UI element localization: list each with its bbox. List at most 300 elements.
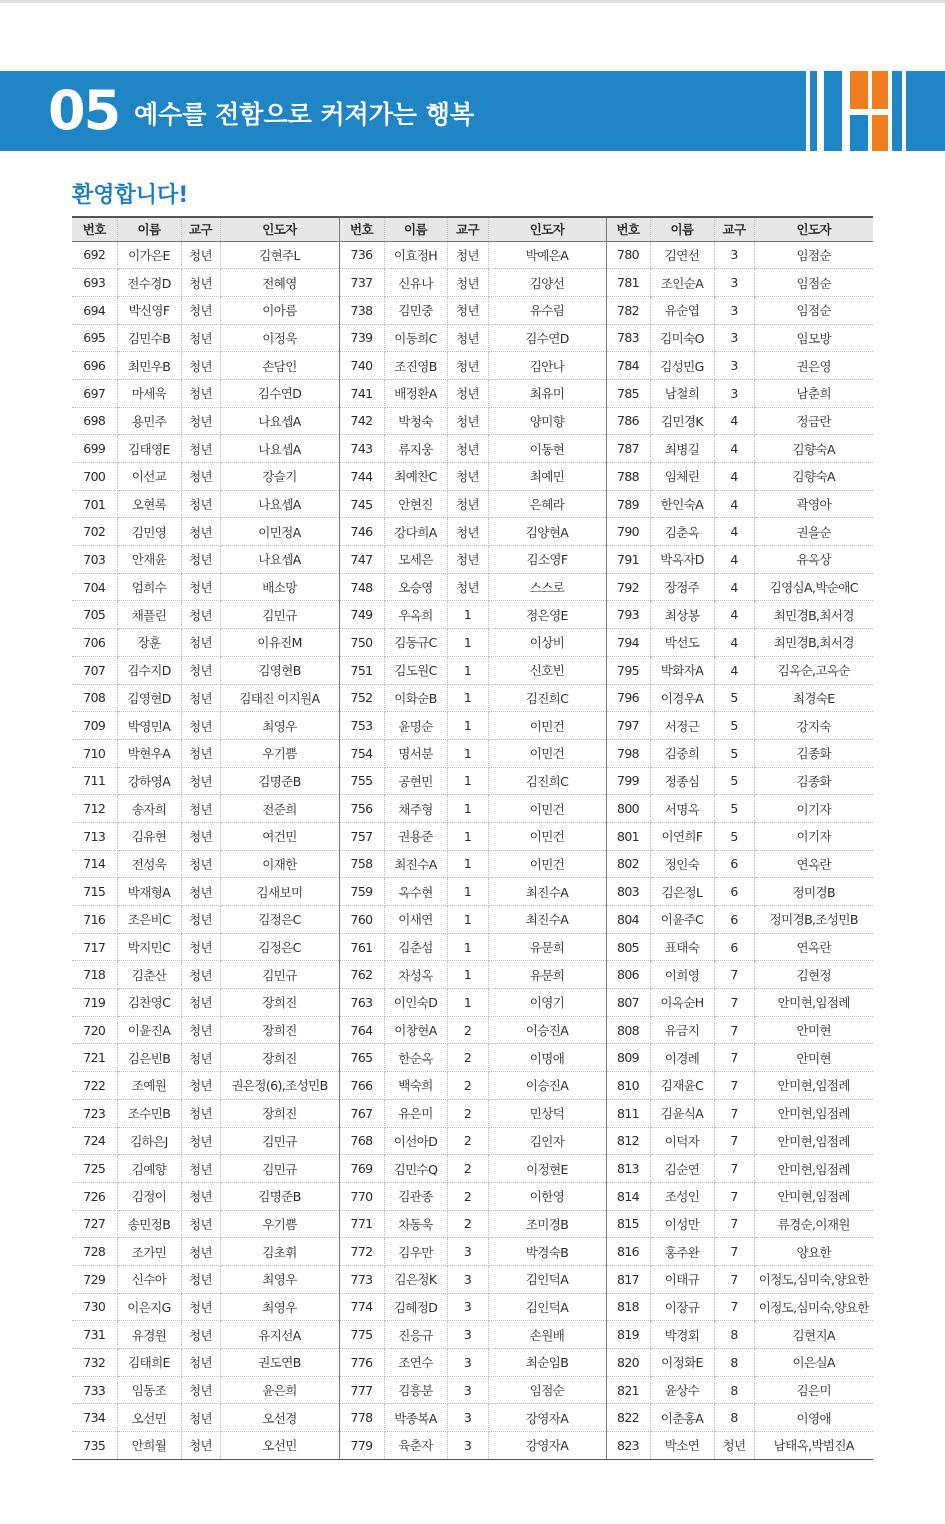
cell-district: 5: [714, 712, 754, 740]
cell-number: 756: [339, 795, 384, 823]
cell-guide: 남춘희: [754, 379, 873, 407]
cell-guide: 장희진: [220, 1099, 339, 1127]
cell-number: 759: [339, 878, 384, 906]
cell-number: 818: [606, 1293, 650, 1321]
cell-name: 김민영: [117, 518, 181, 546]
cell-name: 송민정B: [117, 1210, 181, 1238]
cell-name: 이인숙D: [384, 989, 447, 1017]
cell-number: 735: [72, 1432, 117, 1460]
table-row: [72, 1072, 873, 1100]
cell-guide: 김현지A: [754, 1321, 873, 1349]
cell-district: 청년: [181, 1265, 220, 1293]
cell-number: 815: [606, 1210, 650, 1238]
cell-number: 783: [606, 324, 650, 352]
cell-number: 810: [606, 1072, 650, 1100]
cell-guide: 최경숙E: [754, 684, 873, 712]
cell-name: 이정화E: [650, 1349, 714, 1377]
cell-name: 송자희: [117, 795, 181, 823]
cell-guide: 김인덕A: [488, 1293, 606, 1321]
cell-guide: 이아름: [220, 296, 339, 324]
cell-name: 김예향: [117, 1155, 181, 1183]
cell-guide: 권을순: [754, 518, 873, 546]
cell-name: 김우만: [384, 1238, 447, 1266]
cell-number: 742: [339, 407, 384, 435]
cell-guide: 이정욱: [220, 324, 339, 352]
table-row: [72, 906, 873, 934]
table-row: [72, 961, 873, 989]
cell-number: 812: [606, 1127, 650, 1155]
table-row: [72, 684, 873, 712]
cell-district: 청년: [181, 546, 220, 574]
cell-district: 4: [714, 435, 754, 463]
cell-name: 이장규: [650, 1293, 714, 1321]
newcomer-table: [72, 216, 873, 1460]
cell-name: 김재윤C: [650, 1072, 714, 1100]
cell-guide: 김향숙A: [754, 463, 873, 491]
cell-guide: 유수림: [488, 296, 606, 324]
cell-number: 821: [606, 1376, 650, 1404]
cell-guide: 유옥상: [754, 546, 873, 574]
table-row: [72, 463, 873, 491]
cell-district: 3: [447, 1376, 488, 1404]
cell-district: 3: [447, 1432, 488, 1460]
cell-number: 794: [606, 629, 650, 657]
cell-name: 전성욱: [117, 850, 181, 878]
cell-name: 진응규: [384, 1321, 447, 1349]
cell-district: 1: [447, 822, 488, 850]
cell-number: 710: [72, 739, 117, 767]
cell-number: 703: [72, 546, 117, 574]
cell-name: 김찬영C: [117, 989, 181, 1017]
cell-district: 7: [714, 1099, 754, 1127]
cell-name: 용민주: [117, 407, 181, 435]
cell-number: 796: [606, 684, 650, 712]
cell-number: 724: [72, 1127, 117, 1155]
cell-district: 청년: [181, 684, 220, 712]
cell-name: 최상봉: [650, 601, 714, 629]
cell-number: 712: [72, 795, 117, 823]
cell-guide: 임점순: [754, 269, 873, 297]
cell-number: 720: [72, 1016, 117, 1044]
cell-district: 청년: [181, 324, 220, 352]
cell-guide: 이민건: [488, 850, 606, 878]
cell-name: 최민우B: [117, 352, 181, 380]
cell-name: 김동규C: [384, 629, 447, 657]
cell-name: 조가민: [117, 1238, 181, 1266]
cell-name: 이윤진A: [117, 1016, 181, 1044]
cell-name: 임체린: [650, 463, 714, 491]
cell-name: 조진영B: [384, 352, 447, 380]
cell-number: 822: [606, 1404, 650, 1432]
cell-name: 홍주완: [650, 1238, 714, 1266]
cell-number: 800: [606, 795, 650, 823]
cell-number: 764: [339, 1016, 384, 1044]
table-row: [72, 601, 873, 629]
cell-district: 1: [447, 739, 488, 767]
cell-district: 청년: [181, 629, 220, 657]
cell-guide: 유문희: [488, 961, 606, 989]
cell-number: 692: [72, 241, 117, 269]
cell-number: 782: [606, 296, 650, 324]
cell-guide: 김태진 이지원A: [220, 684, 339, 712]
cell-district: 2: [447, 1072, 488, 1100]
cell-guide: 나요셉A: [220, 490, 339, 518]
cell-number: 749: [339, 601, 384, 629]
cell-district: 4: [714, 518, 754, 546]
cell-guide: 이영기: [488, 989, 606, 1017]
cell-district: 8: [714, 1349, 754, 1377]
table-row: [72, 1044, 873, 1072]
welcome-heading: 환영합니다!: [72, 183, 189, 208]
cell-name: 김윤식A: [650, 1099, 714, 1127]
cell-number: 753: [339, 712, 384, 740]
cell-name: 최예찬C: [384, 463, 447, 491]
cell-name: 한순옥: [384, 1044, 447, 1072]
cell-name: 김민중: [384, 296, 447, 324]
table-row: [72, 1210, 873, 1238]
table-row: [72, 629, 873, 657]
cell-number: 779: [339, 1432, 384, 1460]
cell-district: 청년: [181, 656, 220, 684]
cell-name: 김연선: [650, 241, 714, 269]
cell-district: 청년: [181, 518, 220, 546]
cell-name: 백숙희: [384, 1072, 447, 1100]
cell-guide: 오선민: [220, 1432, 339, 1460]
cell-guide: 김초휘: [220, 1238, 339, 1266]
cell-number: 767: [339, 1099, 384, 1127]
cell-name: 정종심: [650, 767, 714, 795]
cell-district: 1: [447, 878, 488, 906]
table-row: [72, 989, 873, 1017]
cell-name: 유순엽: [650, 296, 714, 324]
cell-district: 청년: [447, 463, 488, 491]
column-header-district: 교구: [181, 217, 220, 241]
cell-district: 4: [714, 407, 754, 435]
cell-name: 임동조: [117, 1376, 181, 1404]
cell-guide: 최민경B,최서경: [754, 601, 873, 629]
table-row: [72, 933, 873, 961]
table-row: [72, 1321, 873, 1349]
cell-guide: 이승진A: [488, 1016, 606, 1044]
church-cross-logo-icon: [806, 71, 906, 151]
cell-name: 김수지D: [117, 656, 181, 684]
table-row: [72, 518, 873, 546]
cell-number: 776: [339, 1349, 384, 1377]
cell-guide: 안미현,임점례: [754, 1127, 873, 1155]
cell-name: 이새연: [384, 906, 447, 934]
cell-district: 청년: [181, 822, 220, 850]
cell-name: 김정이: [117, 1182, 181, 1210]
cell-guide: 김영심A,박순애C: [754, 573, 873, 601]
table-row: [72, 1293, 873, 1321]
cell-number: 769: [339, 1155, 384, 1183]
cell-guide: 이상비: [488, 629, 606, 657]
cell-name: 이창현A: [384, 1016, 447, 1044]
cell-guide: 장희진: [220, 989, 339, 1017]
cell-district: 청년: [447, 573, 488, 601]
cell-guide: 안미현: [754, 1044, 873, 1072]
cell-name: 박옥자D: [650, 546, 714, 574]
cell-number: 754: [339, 739, 384, 767]
table-row: [72, 795, 873, 823]
cell-guide: 김명준B: [220, 767, 339, 795]
cell-guide: 강영자A: [488, 1404, 606, 1432]
cell-name: 서정근: [650, 712, 714, 740]
cell-guide: 김영현B: [220, 656, 339, 684]
cell-number: 752: [339, 684, 384, 712]
cell-district: 청년: [181, 1127, 220, 1155]
cell-guide: 김진희C: [488, 684, 606, 712]
cell-district: 3: [447, 1293, 488, 1321]
cell-guide: 민상덕: [488, 1099, 606, 1127]
cell-district: 청년: [181, 1044, 220, 1072]
table-row: [72, 739, 873, 767]
cell-name: 류지웅: [384, 435, 447, 463]
cell-district: 2: [447, 1016, 488, 1044]
cell-name: 김미숙O: [650, 324, 714, 352]
cell-guide: 최진수A: [488, 878, 606, 906]
cell-district: 2: [447, 1099, 488, 1127]
cell-district: 청년: [181, 1432, 220, 1460]
cell-number: 819: [606, 1321, 650, 1349]
table-row: [72, 324, 873, 352]
cell-district: 1: [447, 656, 488, 684]
cell-number: 713: [72, 822, 117, 850]
cell-number: 762: [339, 961, 384, 989]
column-header-number: 번호: [339, 217, 384, 241]
cell-name: 박청숙: [384, 407, 447, 435]
column-header-district: 교구: [447, 217, 488, 241]
cell-name: 조연수: [384, 1349, 447, 1377]
cell-name: 장정주: [650, 573, 714, 601]
cell-number: 785: [606, 379, 650, 407]
cell-number: 728: [72, 1238, 117, 1266]
cell-district: 8: [714, 1321, 754, 1349]
cell-district: 7: [714, 1265, 754, 1293]
cell-name: 김은정K: [384, 1265, 447, 1293]
cell-number: 695: [72, 324, 117, 352]
cell-name: 오선민: [117, 1404, 181, 1432]
cell-name: 김관종: [384, 1182, 447, 1210]
table-row: [72, 878, 873, 906]
cell-guide: 이민건: [488, 712, 606, 740]
cell-guide: 오선경: [220, 1404, 339, 1432]
cell-district: 5: [714, 795, 754, 823]
cell-guide: 임점순: [754, 241, 873, 269]
cell-name: 강다희A: [384, 518, 447, 546]
cell-number: 697: [72, 379, 117, 407]
table-row: [72, 1099, 873, 1127]
cell-district: 1: [447, 767, 488, 795]
cell-name: 김중희: [650, 739, 714, 767]
cell-district: 3: [714, 269, 754, 297]
cell-district: 1: [447, 629, 488, 657]
cell-guide: 정금란: [754, 407, 873, 435]
cell-district: 3: [714, 379, 754, 407]
cell-district: 1: [447, 795, 488, 823]
cell-guide: 강슬기: [220, 463, 339, 491]
cell-name: 옥수현: [384, 878, 447, 906]
cell-guide: 최영우: [220, 1265, 339, 1293]
cell-district: 5: [714, 739, 754, 767]
cell-district: 1: [447, 961, 488, 989]
cell-number: 773: [339, 1265, 384, 1293]
cell-district: 7: [714, 1210, 754, 1238]
cell-guide: 강영자A: [488, 1432, 606, 1460]
table-row: [72, 822, 873, 850]
cell-guide: 손원배: [488, 1321, 606, 1349]
cell-guide: 나요셉A: [220, 435, 339, 463]
cell-district: 청년: [181, 1321, 220, 1349]
cell-district: 청년: [181, 573, 220, 601]
cell-number: 761: [339, 933, 384, 961]
table-row: [72, 379, 873, 407]
cell-number: 781: [606, 269, 650, 297]
cell-district: 1: [447, 601, 488, 629]
cell-number: 809: [606, 1044, 650, 1072]
cell-district: 청년: [181, 352, 220, 380]
cell-guide: 장희진: [220, 1016, 339, 1044]
cell-district: 4: [714, 463, 754, 491]
cell-guide: 최영우: [220, 712, 339, 740]
cell-number: 699: [72, 435, 117, 463]
cell-district: 4: [714, 490, 754, 518]
table-row: [72, 1432, 873, 1460]
cell-district: 2: [447, 1210, 488, 1238]
cell-guide: 이민건: [488, 822, 606, 850]
cell-guide: 안미현,임점례: [754, 1099, 873, 1127]
column-header-guide: 인도자: [488, 217, 606, 241]
cell-guide: 최예민: [488, 463, 606, 491]
cell-name: 공현민: [384, 767, 447, 795]
table-row: [72, 1404, 873, 1432]
cell-number: 750: [339, 629, 384, 657]
cell-guide: 임점순: [488, 1376, 606, 1404]
cell-number: 790: [606, 518, 650, 546]
table-row: [72, 435, 873, 463]
cell-number: 701: [72, 490, 117, 518]
cell-name: 이희영: [650, 961, 714, 989]
column-header-guide: 인도자: [754, 217, 873, 241]
cell-number: 765: [339, 1044, 384, 1072]
cell-guide: 김수연D: [220, 379, 339, 407]
cell-guide: 신호빈: [488, 656, 606, 684]
cell-guide: 손담인: [220, 352, 339, 380]
cell-guide: 김민규: [220, 1155, 339, 1183]
cell-district: 3: [447, 1238, 488, 1266]
cell-name: 장훈: [117, 629, 181, 657]
cell-district: 청년: [447, 435, 488, 463]
cell-number: 732: [72, 1349, 117, 1377]
cell-number: 696: [72, 352, 117, 380]
cell-guide: 김인자: [488, 1127, 606, 1155]
cell-guide: 유지선A: [220, 1321, 339, 1349]
cell-district: 청년: [447, 490, 488, 518]
cell-district: 4: [714, 546, 754, 574]
table-row: [72, 850, 873, 878]
cell-guide: 김새보미: [220, 878, 339, 906]
section-banner: [0, 71, 945, 151]
cell-name: 유경원: [117, 1321, 181, 1349]
cell-number: 737: [339, 269, 384, 297]
cell-district: 청년: [181, 712, 220, 740]
table-row: [72, 407, 873, 435]
cell-name: 조예원: [117, 1072, 181, 1100]
cell-district: 청년: [447, 546, 488, 574]
cell-district: 청년: [447, 241, 488, 269]
cell-district: 7: [714, 961, 754, 989]
table-row: [72, 546, 873, 574]
table-row: [72, 490, 873, 518]
cell-district: 3: [447, 1265, 488, 1293]
cell-district: 1: [447, 906, 488, 934]
table-row: [72, 573, 873, 601]
cell-district: 청년: [181, 269, 220, 297]
cell-guide: 여건민: [220, 822, 339, 850]
cell-name: 안희월: [117, 1432, 181, 1460]
cell-name: 오승영: [384, 573, 447, 601]
cell-name: 배정환A: [384, 379, 447, 407]
cell-name: 권용준: [384, 822, 447, 850]
cell-number: 768: [339, 1127, 384, 1155]
cell-number: 716: [72, 906, 117, 934]
cell-district: 청년: [181, 1349, 220, 1377]
cell-district: 청년: [181, 1016, 220, 1044]
cell-guide: 이민건: [488, 739, 606, 767]
cell-guide: 김소영F: [488, 546, 606, 574]
cell-name: 김춘산: [117, 961, 181, 989]
cell-guide: 김정은C: [220, 906, 339, 934]
cell-name: 유은미: [384, 1099, 447, 1127]
cell-name: 김영현D: [117, 684, 181, 712]
cell-number: 814: [606, 1182, 650, 1210]
cell-district: 7: [714, 1072, 754, 1100]
cell-name: 안재윤: [117, 546, 181, 574]
cell-guide: 김은미: [754, 1376, 873, 1404]
cell-name: 김춘섬: [384, 933, 447, 961]
cell-name: 윤상수: [650, 1376, 714, 1404]
cell-guide: 이정현E: [488, 1155, 606, 1183]
cell-number: 771: [339, 1210, 384, 1238]
column-header-name: 이름: [384, 217, 447, 241]
cell-name: 김민수B: [117, 324, 181, 352]
cell-name: 채플린: [117, 601, 181, 629]
cell-district: 청년: [447, 352, 488, 380]
cell-district: 청년: [181, 767, 220, 795]
cell-name: 안현진: [384, 490, 447, 518]
cell-district: 청년: [181, 1155, 220, 1183]
cell-number: 760: [339, 906, 384, 934]
cell-number: 791: [606, 546, 650, 574]
cell-name: 이경례: [650, 1044, 714, 1072]
cell-district: 청년: [181, 850, 220, 878]
cell-guide: 정미경B: [754, 878, 873, 906]
cell-name: 이효정H: [384, 241, 447, 269]
cell-guide: 김민규: [220, 1127, 339, 1155]
cell-number: 748: [339, 573, 384, 601]
cell-number: 806: [606, 961, 650, 989]
table-header-row: [72, 217, 873, 241]
cell-number: 755: [339, 767, 384, 795]
cell-guide: 김현정: [754, 961, 873, 989]
cell-district: 청년: [181, 1376, 220, 1404]
cell-number: 715: [72, 878, 117, 906]
cell-name: 채주형: [384, 795, 447, 823]
cell-district: 3: [714, 352, 754, 380]
cell-number: 820: [606, 1349, 650, 1377]
cell-guide: 이은실A: [754, 1349, 873, 1377]
cell-name: 모세은: [384, 546, 447, 574]
